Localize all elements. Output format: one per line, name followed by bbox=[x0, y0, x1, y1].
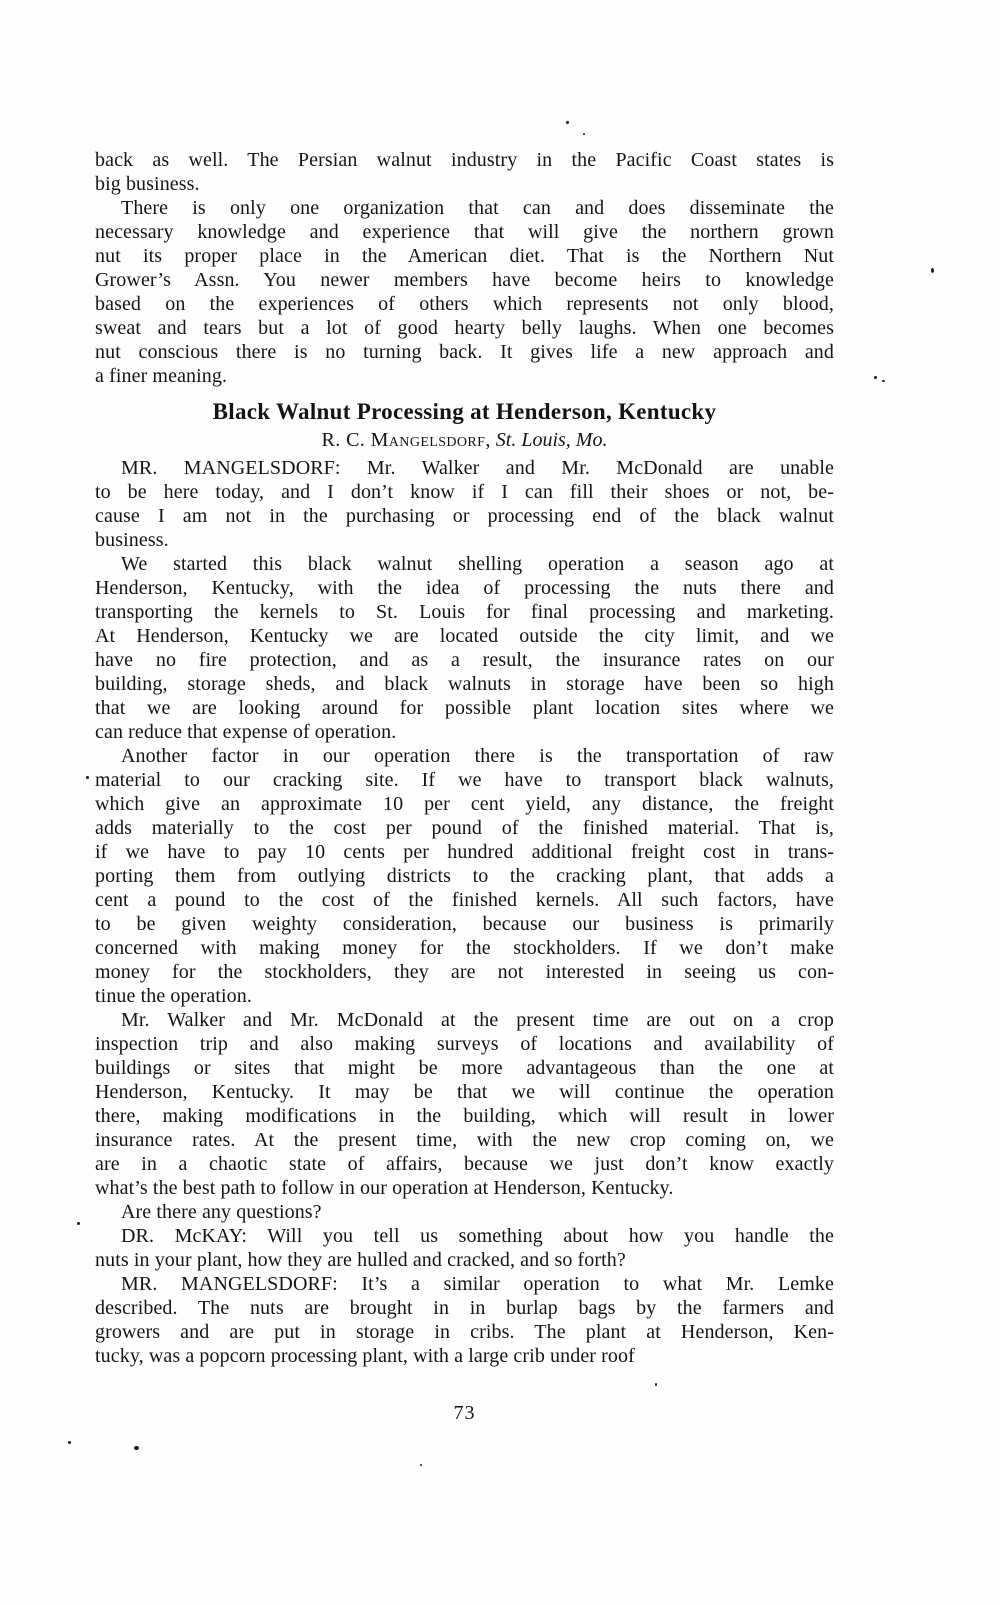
text-line: insurance rates. At the present time, with the new crop coming on, we bbox=[95, 1129, 834, 1151]
byline-location: St. Louis, Mo. bbox=[495, 429, 608, 451]
text-line: adds materially to the cost per pound of the finished material. That is, bbox=[95, 817, 834, 839]
text-line: nut its proper place in the American diet. That is the Northern Nut bbox=[95, 245, 834, 267]
scan-speck bbox=[420, 1464, 422, 1466]
text-line: inspection trip and also making surveys of locations and availability of bbox=[95, 1033, 834, 1055]
text-line: Another factor in our operation there is the transportation of raw bbox=[121, 745, 834, 767]
text-line: building, storage sheds, and black walnuts in storage have been so high bbox=[95, 673, 834, 695]
text-line: what’s the best path to follow in our operation at Henderson, Kentucky. bbox=[95, 1177, 674, 1199]
scan-speck bbox=[134, 1446, 139, 1450]
text-line: can reduce that expense of operation. bbox=[95, 721, 397, 743]
scan-speck bbox=[566, 121, 569, 124]
text-line: growers and are put in storage in cribs. The plant at Henderson, Ken- bbox=[95, 1321, 834, 1343]
text-line: At Henderson, Kentucky we are located outside the city limit, and we bbox=[95, 625, 834, 647]
text-line: Mr. Walker and Mr. McDonald at the present time are out on a crop bbox=[121, 1009, 834, 1031]
text-line: necessary knowledge and experience that will give the northern grown bbox=[95, 221, 834, 243]
text-line: Are there any questions? bbox=[121, 1201, 322, 1223]
scan-speck bbox=[583, 133, 585, 135]
text-line: Henderson, Kentucky, with the idea of processing the nuts there and bbox=[95, 577, 834, 599]
text-line: We started this black walnut shelling operation a season ago at bbox=[121, 553, 834, 575]
text-line: There is only one organization that can and does disseminate the bbox=[121, 197, 834, 219]
text-line: buildings or sites that might be more advantageous than the one at bbox=[95, 1057, 834, 1079]
text-line: MR. MANGELSDORF: It’s a similar operation to what Mr. Lemke bbox=[121, 1273, 834, 1295]
text-line: business. bbox=[95, 529, 169, 551]
text-line: Henderson, Kentucky. It may be that we will continue the operation bbox=[95, 1081, 834, 1103]
text-line: if we have to pay 10 cents per hundred additional freight cost in trans- bbox=[95, 841, 834, 863]
paragraph bbox=[95, 1272, 834, 1368]
text-line: material to our cracking site. If we have to transport black walnuts, bbox=[95, 769, 834, 791]
scan-speck bbox=[874, 376, 877, 379]
text-line: nuts in your plant, how they are hulled and cracked, and so forth? bbox=[95, 1249, 626, 1271]
byline-author: R. C. Mangelsdorf, bbox=[321, 429, 491, 451]
text-line: big business. bbox=[95, 173, 200, 195]
text-line: sweat and tears but a lot of good hearty belly laughs. When one becomes bbox=[95, 317, 834, 339]
paragraph bbox=[95, 552, 834, 744]
text-block-before-heading bbox=[95, 148, 834, 388]
text-block-after-heading bbox=[95, 456, 834, 1368]
paragraph bbox=[95, 1008, 834, 1200]
text-line: back as well. The Persian walnut industry in the Pacific Coast states is bbox=[95, 149, 834, 171]
scan-speck bbox=[655, 1383, 657, 1386]
text-line: there, making modifications in the building, which will result in lower bbox=[95, 1105, 834, 1127]
paragraph bbox=[95, 456, 834, 552]
text-line: transporting the kernels to St. Louis for final processing and marketing. bbox=[95, 601, 834, 623]
scan-speck bbox=[882, 380, 885, 382]
text-line: Grower’s Assn. You newer members have become heirs to knowledge bbox=[95, 269, 834, 291]
article-heading: Black Walnut Processing at Henderson, Kentucky bbox=[212, 399, 717, 424]
page-number: 73 bbox=[453, 1402, 476, 1424]
article-byline bbox=[95, 427, 834, 454]
text-line: to be here today, and I don’t know if I can fill their shoes or not, be- bbox=[95, 481, 834, 503]
page-content bbox=[95, 148, 834, 1425]
text-line: concerned with making money for the stockholders. If we don’t make bbox=[95, 937, 834, 959]
text-line: a finer meaning. bbox=[95, 365, 228, 387]
paragraph bbox=[95, 196, 834, 388]
scan-speck bbox=[86, 776, 89, 779]
text-line: have no fire protection, and as a result, the insurance rates on our bbox=[95, 649, 834, 671]
paragraph bbox=[95, 148, 834, 196]
text-line: described. The nuts are brought in in burlap bags by the farmers and bbox=[95, 1297, 834, 1319]
paragraph bbox=[95, 744, 834, 1008]
scan-speck bbox=[77, 1222, 80, 1225]
text-line: cent a pound to the cost of the finished kernels. All such factors, have bbox=[95, 889, 834, 911]
text-line: porting them from outlying districts to the cracking plant, that adds a bbox=[95, 865, 834, 887]
text-line: which give an approximate 10 per cent yield, any distance, the freight bbox=[95, 793, 834, 815]
text-line: DR. McKAY: Will you tell us something about how you handle the bbox=[121, 1225, 834, 1247]
scan-speck bbox=[931, 268, 934, 273]
text-line: based on the experiences of others which represents not only blood, bbox=[95, 293, 834, 315]
text-line: are in a chaotic state of affairs, because we just don’t know exactly bbox=[95, 1153, 834, 1175]
text-line: money for the stockholders, they are not interested in seeing us con- bbox=[95, 961, 834, 983]
text-line: MR. MANGELSDORF: Mr. Walker and Mr. McDonald are unable bbox=[121, 457, 834, 479]
paragraph bbox=[95, 1200, 834, 1224]
scan-speck bbox=[68, 1441, 71, 1444]
text-line: cause I am not in the purchasing or processing end of the black walnut bbox=[95, 505, 834, 527]
text-line: tucky, was a popcorn processing plant, with a large crib under roof bbox=[95, 1345, 635, 1367]
text-line: that we are looking around for possible plant location sites where we bbox=[95, 697, 834, 719]
paragraph bbox=[95, 1224, 834, 1272]
text-line: tinue the operation. bbox=[95, 985, 252, 1007]
text-line: nut conscious there is no turning back. It gives life a new approach and bbox=[95, 341, 834, 363]
text-line: to be given weighty consideration, because our business is primarily bbox=[95, 913, 834, 935]
